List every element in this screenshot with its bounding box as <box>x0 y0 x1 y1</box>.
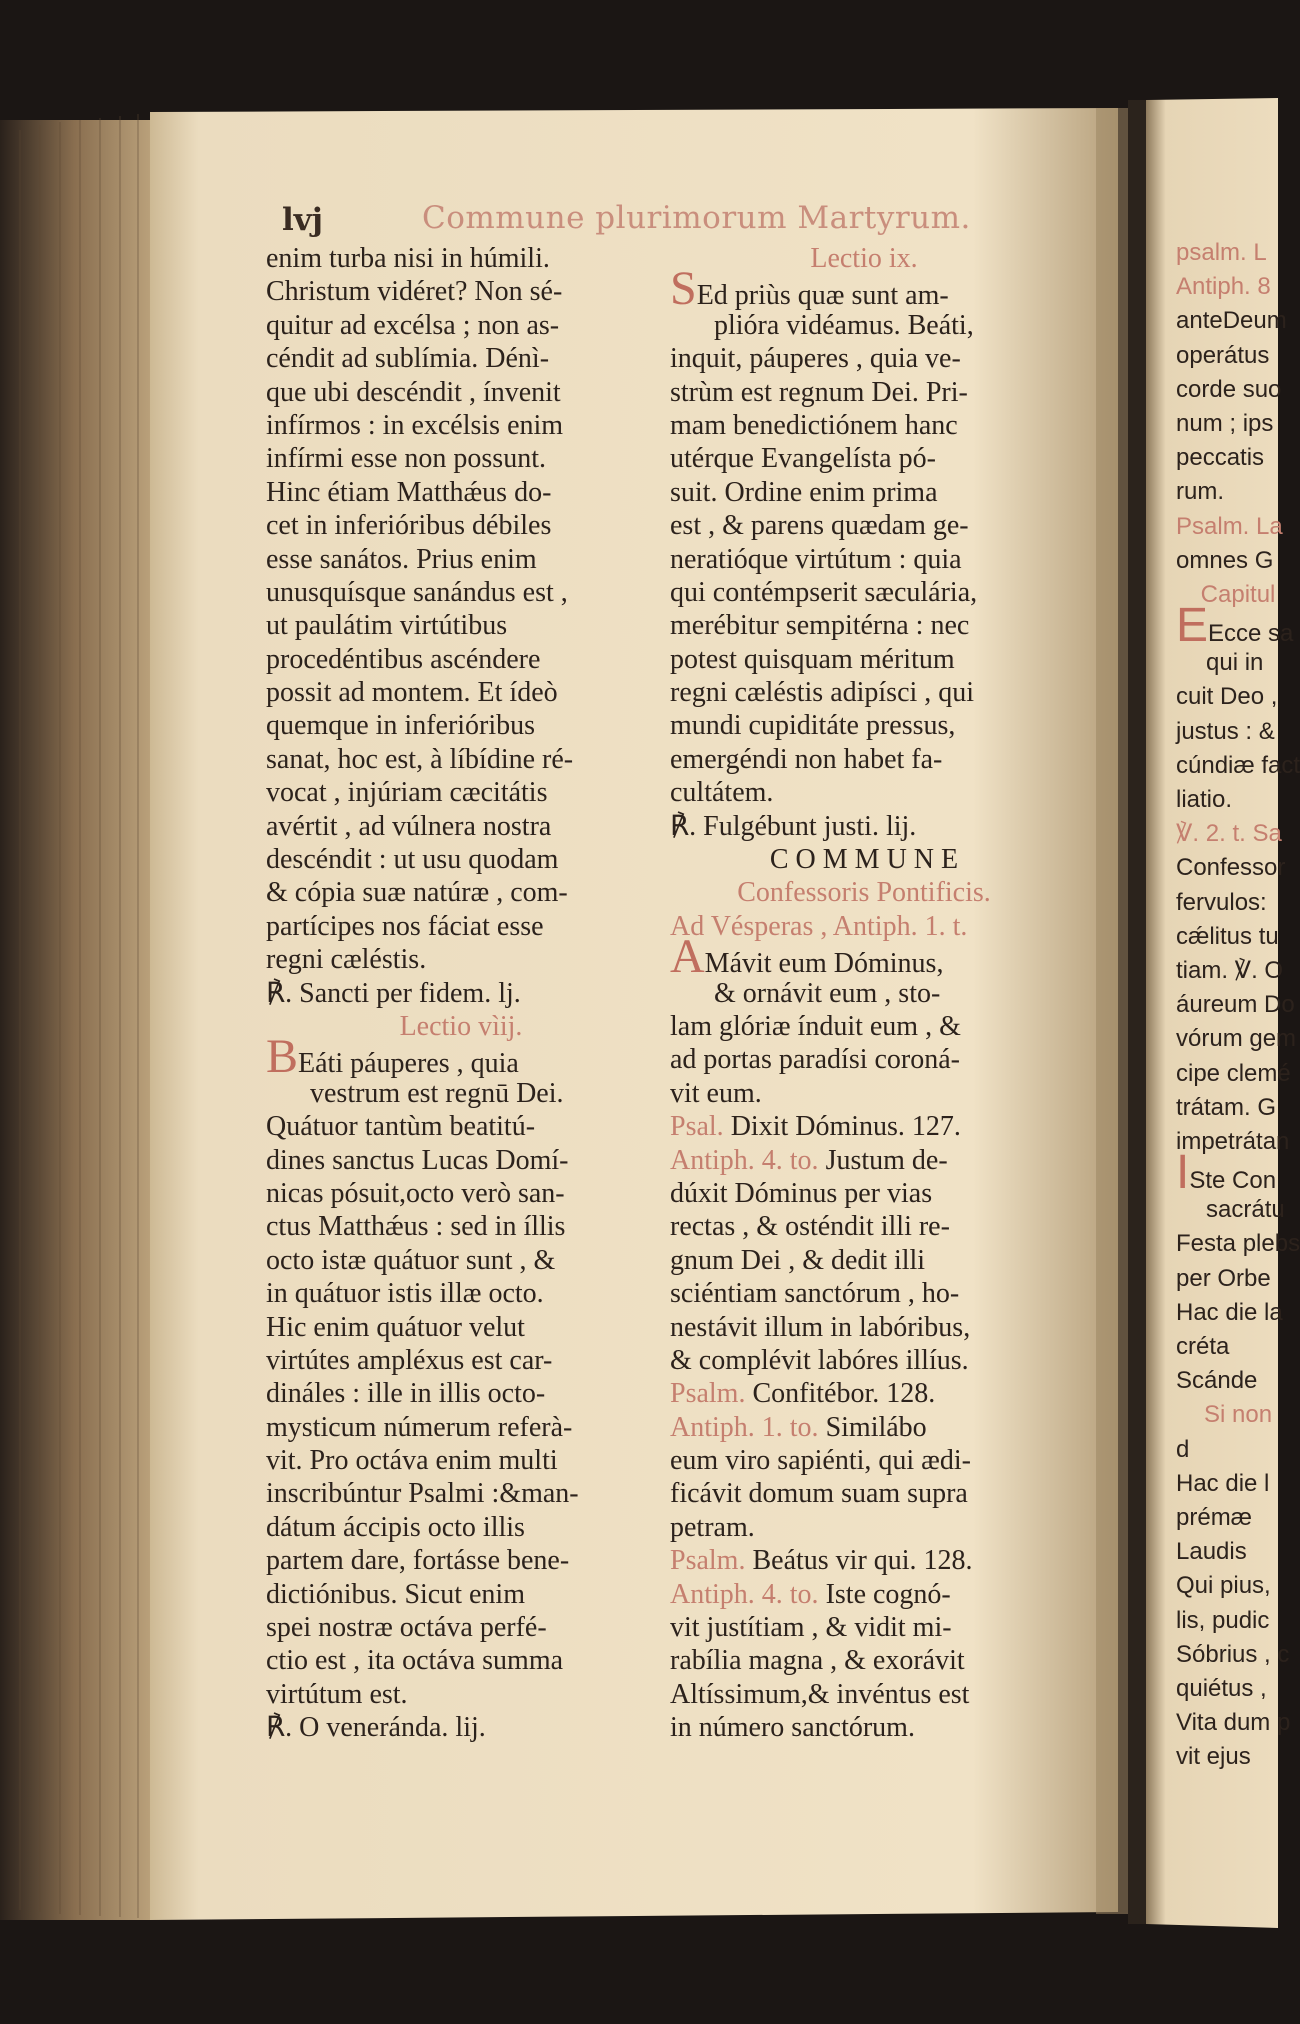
line-text: num ; ips <box>1176 409 1274 437</box>
text-line <box>266 843 656 876</box>
text-line <box>1176 475 1300 509</box>
line-text: ctio est , ita octáva summa <box>266 1645 564 1677</box>
line-text: Sóbrius , c <box>1176 1640 1290 1668</box>
text-line <box>1176 1022 1300 1056</box>
line-text: infírmos : in excélsis enim <box>266 409 564 441</box>
text-line <box>670 509 1058 542</box>
text-line <box>670 930 1058 984</box>
line-text: C O M M U N E <box>769 844 959 876</box>
line-text: Eáti páuperes , quia <box>298 1048 519 1080</box>
line-text: infírmi esse non possunt. <box>266 443 546 475</box>
drop-capital: E <box>1176 599 1209 653</box>
line-text: dináles : ille in illis octo- <box>266 1378 546 1410</box>
text-line <box>670 1444 1058 1477</box>
line-text: spei nostræ octáva perfé- <box>266 1612 547 1644</box>
line-text: regni cæléstis adipísci , qui <box>670 677 975 709</box>
text-line <box>1176 304 1300 338</box>
line-text: Altíssimum,& invéntus est <box>670 1678 970 1710</box>
line-text: gnum Dei , & dedit illi <box>670 1244 926 1276</box>
line-text: Hac die la <box>1176 1298 1283 1326</box>
line-text: quemque in inferióribus <box>266 710 536 742</box>
text-line <box>1176 510 1300 544</box>
text-line <box>266 342 656 375</box>
line-text: ℟. O veneránda. lij. <box>266 1712 486 1744</box>
line-text: enim turba nisi in húmili. <box>266 243 550 274</box>
line-text: sciéntiam sanctórum , ho- <box>670 1278 960 1310</box>
line-text: Ecce sa <box>1208 620 1294 648</box>
rubric-prefix: Antiph. 4. to. <box>670 1578 826 1610</box>
line-text: Qui pius, <box>1176 1572 1271 1600</box>
text-line <box>266 1077 656 1110</box>
line-text: d <box>1176 1435 1190 1463</box>
text-line <box>1176 1227 1300 1261</box>
line-text: virtútes ampléxus est car- <box>266 1344 553 1376</box>
text-line <box>670 776 1058 809</box>
line-text: virtútum est. <box>266 1678 408 1710</box>
text-line <box>266 576 656 609</box>
line-text: eum viro sapiénti, qui ædi- <box>670 1445 971 1477</box>
line-text: Similábo <box>825 1411 927 1443</box>
text-line <box>266 943 656 976</box>
text-line <box>1176 373 1300 407</box>
text-line <box>266 810 656 843</box>
line-text: corde suo <box>1176 375 1282 403</box>
line-text: inscribúntur Psalmi :&man- <box>266 1478 579 1510</box>
text-line <box>266 1144 656 1177</box>
line-text: Ed priùs quæ sunt am- <box>696 280 949 312</box>
line-text: dúxit Dóminus per vias <box>670 1177 933 1209</box>
text-line <box>670 1611 1058 1644</box>
line-text: procedéntibus ascéndere <box>266 643 541 675</box>
text-line <box>266 476 656 509</box>
text-line <box>266 1244 656 1277</box>
text-line <box>1176 1296 1300 1330</box>
text-line <box>266 876 656 909</box>
line-text: merébitur sempitérna : nec <box>670 610 970 642</box>
running-head: Commune plurimorum Martyrum. <box>422 200 971 236</box>
text-line <box>266 1444 656 1477</box>
line-text: dátum áccipis octo illis <box>266 1511 525 1543</box>
line-text: Antiph. 8 <box>1176 273 1271 301</box>
rubric-prefix: Antiph. 1. to. <box>670 1411 826 1443</box>
text-line <box>670 1678 1058 1711</box>
text-line <box>1176 1501 1300 1535</box>
line-text: Quátuor tantùm beatitú- <box>266 1111 536 1143</box>
line-text: octo istæ quátuor sunt , & <box>266 1244 556 1276</box>
text-line <box>1176 599 1300 653</box>
text-line <box>670 242 1058 275</box>
line-text: Beátus vir qui. 128. <box>752 1545 973 1577</box>
line-text: partem dare, fortásse bene- <box>266 1545 570 1577</box>
text-line <box>1176 1146 1300 1200</box>
text-line <box>266 1511 656 1544</box>
line-text: vit ejus <box>1176 1743 1251 1771</box>
line-text: Festa plebs <box>1176 1230 1300 1258</box>
line-text: & complévit labóres illíus. <box>670 1344 969 1376</box>
line-text: cuit Deo , <box>1176 683 1278 711</box>
line-text: Vita dum p <box>1176 1709 1291 1737</box>
line-text: quitur ad excélsa ; non as- <box>266 309 560 341</box>
text-line <box>1176 886 1300 920</box>
text-line <box>1176 1740 1300 1774</box>
line-text: mundi cupiditáte pressus, <box>670 710 956 742</box>
line-text: ut paulátim virtútibus <box>266 610 508 642</box>
line-text: cúndiæ fact <box>1176 751 1300 779</box>
line-text: ctus Matthǽus : sed in íllis <box>266 1211 566 1243</box>
text-line <box>670 543 1058 576</box>
text-line <box>670 409 1058 442</box>
text-line <box>670 977 1058 1010</box>
text-line <box>266 1411 656 1444</box>
text-line <box>1176 407 1300 441</box>
text-line <box>266 1030 656 1084</box>
text-line <box>670 1277 1058 1310</box>
text-line <box>266 1210 656 1243</box>
line-text: nestávit illum in labóribus, <box>670 1311 971 1343</box>
text-line <box>670 1511 1058 1544</box>
line-text: Confessoris Pontificis. <box>737 877 991 909</box>
text-line <box>1176 1193 1300 1227</box>
line-text: est , & parens quædam ge- <box>670 510 969 542</box>
line-text: descéndit : ut usu quodam <box>266 844 559 876</box>
line-text: omnes G <box>1176 546 1274 574</box>
line-text: potest quisquam méritum <box>670 643 955 675</box>
line-text: Scánde <box>1176 1367 1258 1395</box>
line-text: ficávit domum suam supra <box>670 1478 968 1510</box>
line-text: Dixit Dóminus. 127. <box>730 1111 961 1143</box>
text-line <box>266 1311 656 1344</box>
text-line <box>670 1177 1058 1210</box>
line-text: vit. Pro octáva enim multi <box>266 1445 558 1477</box>
line-text: liatio. <box>1176 786 1233 813</box>
text-line <box>670 1544 1058 1577</box>
line-text: in número sanctórum. <box>670 1712 915 1744</box>
text-line <box>266 1611 656 1644</box>
line-text: trátam. G <box>1176 1093 1277 1121</box>
text-line <box>1176 715 1300 749</box>
line-text: cultátem. <box>670 777 774 809</box>
text-line <box>266 743 656 776</box>
line-text: ad portas paradísi coroná- <box>670 1044 960 1076</box>
text-line <box>670 876 1058 909</box>
line-text: rectas , & osténdit illi re- <box>670 1211 950 1243</box>
line-text: Lectio vìij. <box>399 1010 523 1042</box>
text-line <box>1176 1672 1300 1706</box>
line-text: Capitul <box>1200 580 1276 608</box>
line-text: Confessor <box>1176 854 1286 882</box>
text-line <box>266 242 656 275</box>
text-line <box>266 1344 656 1377</box>
line-text: vórum gem <box>1176 1025 1297 1053</box>
text-line <box>266 309 656 342</box>
line-text: avértit , ad vúlnera nostra <box>266 810 552 842</box>
line-text: anteDeum <box>1176 307 1287 335</box>
line-text: utérque Evangelísta pó- <box>670 443 936 475</box>
text-line <box>1176 441 1300 475</box>
text-line <box>670 1578 1058 1611</box>
text-line <box>670 810 1058 843</box>
text-line <box>1176 1125 1300 1159</box>
text-line <box>1176 1057 1300 1091</box>
text-line <box>1176 680 1300 714</box>
line-text: esse sanátos. Prius enim <box>266 543 537 575</box>
text-line <box>670 1644 1058 1677</box>
line-text: regni cæléstis. <box>266 944 427 976</box>
text-line <box>670 1077 1058 1110</box>
line-text: fervulos: <box>1176 888 1267 916</box>
line-text: rabília magna , & exorávit <box>670 1645 965 1677</box>
line-text: nicas pósuit,octo verò san- <box>266 1177 565 1209</box>
line-text: Ste Con <box>1189 1167 1277 1195</box>
text-line <box>670 676 1058 709</box>
line-text: neratióque virtútum : quia <box>670 543 962 575</box>
line-text: mysticum númerum referà- <box>266 1411 573 1443</box>
line-text: vocat , injúriam cæcitátis <box>266 777 548 809</box>
text-line <box>670 576 1058 609</box>
text-line <box>1176 1604 1300 1638</box>
text-line <box>670 1210 1058 1243</box>
text-line <box>670 743 1058 776</box>
right-text-column <box>670 242 1058 1745</box>
line-text: Hic enim quátuor velut <box>266 1311 525 1343</box>
line-text: vestrum est regnū Dei. <box>310 1077 564 1109</box>
line-text: Si non <box>1204 1401 1273 1429</box>
rubric-prefix: Antiph. 4. to. <box>670 1144 826 1176</box>
line-text: Laudis <box>1176 1538 1247 1566</box>
text-line <box>670 309 1058 342</box>
line-text: prémæ <box>1176 1503 1253 1531</box>
text-line <box>266 910 656 943</box>
line-text: cǽlitus tu <box>1176 922 1279 950</box>
line-text: lam glóriæ índuit eum , & <box>670 1010 961 1042</box>
text-line <box>1176 339 1300 373</box>
line-text: & ornávit eum , sto- <box>714 977 941 1009</box>
text-line <box>266 1644 656 1677</box>
line-text: vit justítiam , & vidit mi- <box>670 1612 952 1644</box>
line-text: inquit, páuperes , quia ve- <box>670 343 961 375</box>
text-line <box>670 376 1058 409</box>
line-text: Lectio ix. <box>810 243 918 274</box>
line-text: vit eum. <box>670 1077 762 1109</box>
line-text: cipe clemé <box>1176 1059 1291 1087</box>
text-line <box>1176 270 1300 304</box>
text-line <box>670 1377 1058 1410</box>
text-line <box>266 1544 656 1577</box>
line-text: Hac die l <box>1176 1469 1270 1497</box>
text-line <box>1176 1569 1300 1603</box>
rubric-prefix: Psal. <box>670 1111 731 1143</box>
text-line <box>1176 1433 1300 1467</box>
line-text: dines sanctus Lucas Domí- <box>266 1144 569 1176</box>
line-text: que ubi descéndit , ínvenit <box>266 376 561 408</box>
line-text: Psalm. La <box>1176 512 1283 540</box>
rubric-prefix: Psalm. <box>670 1378 753 1410</box>
line-text: créta <box>1176 1333 1230 1360</box>
line-text: áureum Do <box>1176 991 1295 1019</box>
line-text: céndit ad sublímia. Dénì- <box>266 343 550 375</box>
text-line <box>266 1110 656 1143</box>
line-text: & cópia suæ natúræ , com- <box>266 877 568 909</box>
line-text: Hinc étiam Matthǽus do- <box>266 476 552 508</box>
text-line <box>1176 817 1300 851</box>
line-text: qui in <box>1206 649 1264 677</box>
text-line <box>670 643 1058 676</box>
text-line <box>266 643 656 676</box>
text-line <box>670 843 1058 876</box>
neighbor-page-column <box>1176 236 1300 1774</box>
line-text: rum. <box>1176 478 1224 506</box>
text-line <box>670 1043 1058 1076</box>
text-line <box>1176 1262 1300 1296</box>
text-line <box>266 977 656 1010</box>
text-line <box>1176 236 1300 270</box>
line-text: Ad Vésperas , Antiph. 1. t. <box>670 910 968 942</box>
text-line <box>266 1477 656 1510</box>
line-text: partícipes nos fáciat esse <box>266 910 544 942</box>
text-line <box>266 1277 656 1310</box>
text-line <box>1176 783 1300 817</box>
drop-capital: A <box>670 930 705 984</box>
text-line <box>266 1678 656 1711</box>
text-line <box>670 1144 1058 1177</box>
text-line <box>266 1377 656 1410</box>
rubric-prefix: Psalm. <box>670 1545 753 1577</box>
drop-capital: S <box>670 262 697 316</box>
line-text: psalm. L <box>1176 239 1267 266</box>
text-line <box>1176 1330 1300 1364</box>
line-text: mam benedictiónem hanc <box>670 409 958 441</box>
text-line <box>266 409 656 442</box>
text-line <box>266 1578 656 1611</box>
text-line <box>266 275 656 308</box>
line-text: Iste cognó- <box>825 1578 951 1610</box>
line-text: plióra vidéamus. Beáti, <box>714 309 974 341</box>
line-text: possit ad montem. Et ídeò <box>266 677 558 709</box>
line-text: Mávit eum Dóminus, <box>704 948 944 980</box>
text-line <box>266 509 656 542</box>
text-line <box>1176 1638 1300 1672</box>
text-line <box>670 262 1058 316</box>
text-line <box>670 1711 1058 1744</box>
line-text: emergéndi non habet fa- <box>670 743 943 775</box>
text-line <box>1176 749 1300 783</box>
drop-capital: B <box>266 1030 299 1084</box>
text-line <box>670 442 1058 475</box>
text-line <box>1176 1467 1300 1501</box>
line-text: Confitébor. 128. <box>752 1378 936 1410</box>
line-text: suit. Ordine enim prima <box>670 476 938 508</box>
drop-capital: I <box>1176 1146 1190 1200</box>
line-text: peccatis <box>1176 444 1265 472</box>
line-text: strùm est regnum Dei. Pri- <box>670 376 968 408</box>
text-line <box>266 442 656 475</box>
text-line <box>1176 1398 1300 1432</box>
line-text: justus : & <box>1176 717 1275 745</box>
text-line <box>266 776 656 809</box>
line-text: in quátuor istis illæ octo. <box>266 1278 544 1310</box>
line-text: Christum vidéret? Non sé- <box>266 276 563 308</box>
line-text: sacrátu <box>1206 1196 1285 1224</box>
text-line <box>670 476 1058 509</box>
text-line <box>670 1344 1058 1377</box>
book-gutter <box>1128 100 1148 1924</box>
line-text: unusquísque sanándus est , <box>266 576 568 608</box>
text-line <box>670 609 1058 642</box>
text-line <box>1176 1535 1300 1569</box>
text-line <box>1176 954 1300 988</box>
line-text: Justum de- <box>825 1144 948 1176</box>
text-line <box>266 543 656 576</box>
text-line <box>670 709 1058 742</box>
text-line <box>266 1010 656 1043</box>
page-edges <box>0 120 150 1920</box>
text-line <box>1176 988 1300 1022</box>
line-text: qui contémpserit sæculária, <box>670 576 978 608</box>
line-text: ℟. Sancti per fidem. lj. <box>266 977 521 1009</box>
line-text: lis, pudic <box>1176 1606 1270 1634</box>
line-text: cet in inferióribus débiles <box>266 510 552 542</box>
text-line <box>670 1411 1058 1444</box>
line-text: quiétus , <box>1176 1674 1267 1702</box>
text-line <box>1176 1364 1300 1398</box>
text-line <box>266 609 656 642</box>
text-line <box>670 1010 1058 1043</box>
line-text: impetrátan <box>1176 1127 1290 1155</box>
line-text: per Orbe <box>1176 1264 1271 1292</box>
text-line <box>670 1244 1058 1277</box>
text-line <box>670 1477 1058 1510</box>
line-text: sanat, hoc est, à líbídine ré- <box>266 743 574 775</box>
text-line <box>1176 1091 1300 1125</box>
text-line <box>670 1110 1058 1143</box>
text-line <box>266 676 656 709</box>
text-line <box>670 910 1058 943</box>
text-line <box>1176 920 1300 954</box>
text-line <box>1176 851 1300 885</box>
line-text: petram. <box>670 1511 755 1543</box>
line-text: operátus <box>1176 341 1270 369</box>
text-line <box>670 1311 1058 1344</box>
text-line <box>1176 1706 1300 1740</box>
text-line <box>266 376 656 409</box>
text-line <box>1176 544 1300 578</box>
line-text: ℣. 2. t. Sa <box>1176 820 1282 848</box>
text-line <box>266 709 656 742</box>
line-text: tiam. ℣. O <box>1176 956 1284 984</box>
left-text-column <box>266 242 656 1745</box>
text-line <box>266 1177 656 1210</box>
text-line <box>670 342 1058 375</box>
folio-number: lvj <box>282 202 324 238</box>
line-text: dictiónibus. Sicut enim <box>266 1578 525 1610</box>
line-text: ℟. Fulgébunt justi. lij. <box>670 810 917 842</box>
text-line <box>266 1711 656 1744</box>
